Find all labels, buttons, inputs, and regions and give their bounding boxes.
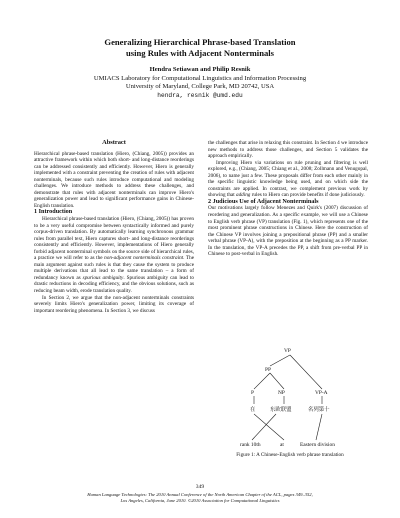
figure-1-tree bbox=[218, 346, 368, 466]
word-vp-a: 名列第十 bbox=[308, 407, 330, 413]
gloss-rank: rank 10th bbox=[240, 442, 261, 448]
author-block bbox=[40, 66, 360, 100]
right-column bbox=[208, 140, 368, 258]
node-p: P bbox=[251, 390, 254, 396]
intro-paragraph-2: In Section 2, we argue that the non-adjacent nonterminals constraints severely limits Hiero's generalization power, limiting its coverage of important reordering phenomena. In Section 3, we discuss bbox=[34, 294, 194, 314]
paper-title bbox=[60, 37, 340, 59]
intro-paragraph-1: Hierarchical phrase-based translation (Hiero, (Chiang, 2005)) has proven to be a very useful compromise between syntactically informed and purely corpus-driven translation. By automatically learning synchronous grammar rules from parallel text, Hiero captures short- and long-distance reorderings consistently and efficiently. However, implementations of Hiero generally forbid adjacent nonterminal symbols on the source side of hierarchical rules, a practice we will refer to as the non-adjacent nonterminals constraint. The main argument against such rules is that they cause the system to produce multiple derivations that all lead to the same translation – a form of redundancy known as spurious ambiguity. Spurious ambiguity can lead to drastic reductions in decoding efficiency, and the obvious solutions, such as reducing beam width, erode translation quality. bbox=[34, 216, 195, 295]
section-1-heading: 1 Introduction bbox=[34, 208, 73, 216]
gloss-at: at bbox=[280, 442, 284, 448]
title-line-1: Generalizing Hierarchical Phrase-based Translation bbox=[104, 37, 296, 47]
tree-lines bbox=[218, 346, 368, 451]
author-names: Hendra Setiawan and Philip Resnik bbox=[149, 66, 251, 73]
left-column bbox=[34, 140, 194, 314]
section-2-heading: 2 Judicious Use of Adjacent Nonterminals bbox=[208, 197, 319, 205]
abstract-text: Hierarchical phrase-based translation (Hiero, (Chiang, 2005)) provides an attractive framework within which both short- and long-distance reorderings can be addressed consistently and efficiently. However, Hiero is generally implemented with a constraint preventing the creation of rules with adjacent nonterminals, because such rules introduce computational and modeling challenges. We introduce methods to address these challenges, and demonstrate that rules with adjacent nonterminals can improve Hiero's generalization power and lead to significant performance gains in Chinese-English translation. bbox=[34, 150, 194, 209]
author-emails: hendra, resnik @umd.edu bbox=[157, 91, 243, 99]
node-vp: VP bbox=[284, 348, 291, 354]
footer-line-2: Los Angeles, California, June 2010. ©2010 Association for Computational Linguistics bbox=[120, 497, 280, 503]
abstract-heading: Abstract bbox=[102, 139, 126, 146]
gloss-eastern: Eastern division bbox=[300, 442, 335, 448]
page-footer bbox=[20, 492, 380, 503]
page-number: 349 bbox=[195, 484, 205, 490]
node-vp-a: VP-A bbox=[315, 390, 328, 396]
right-paragraph-2: Improving Hiero via variations on rule pruning and filtering is well explored, e.g., (Chiang, 2005; Chiang et al., 2008; Zollmann and Venugopal, 2006), to name just a few. These proposals differ from each other mainly in the specific linguistic knowledge being used, and on which side the constraints are applied. In contrast, we complement previous work by showing that adding rules to Hiero can provide benefits if done judiciously. bbox=[208, 159, 368, 199]
node-np: NP bbox=[278, 390, 285, 396]
word-np: 东欧联盟 bbox=[270, 407, 292, 413]
node-pp: PP bbox=[265, 367, 271, 373]
affiliation: UMIACS Laboratory for Computational Linguistics and Information Processing bbox=[93, 74, 307, 82]
title-line-2: using Rules with Adjacent Nonterminals bbox=[125, 48, 274, 58]
section-2-paragraph-1: Our motivations largely follow Menezes and Quirk's (2007) discussion of reordering and generalization. As a specific example, we will use a Chinese to English verb phrase (VP) translation (Fig. 1), which represents one of the most prominent phrase constructions in Chinese. Here the construction of the Chinese VP involves joining a prepositional phrase (PP) and a smaller verbal phrase (VP-A), with the preposition at the beginning as a PP marker. In the translation, the VP-A precedes the PP, a shift from pre-verbal PP in Chinese to post-verbal in English. bbox=[208, 205, 368, 258]
figure-1-caption: Figure 1: A Chinese-English verb phrase translation bbox=[236, 452, 344, 458]
footer-line-1: Human Language Technologies: The 2010 Annual Conference of the North American Chapter of the ACL, pages 349–352, bbox=[87, 492, 313, 497]
word-zai: 在 bbox=[250, 407, 256, 413]
address: University of Maryland, College Park, MD 20742, USA bbox=[125, 83, 275, 91]
right-paragraph-1: the challenges that arise in relaxing this constraint. In Section 4 we introduce new methods to address those challenges, and Section 5 validates the approach empirically. bbox=[208, 140, 368, 160]
